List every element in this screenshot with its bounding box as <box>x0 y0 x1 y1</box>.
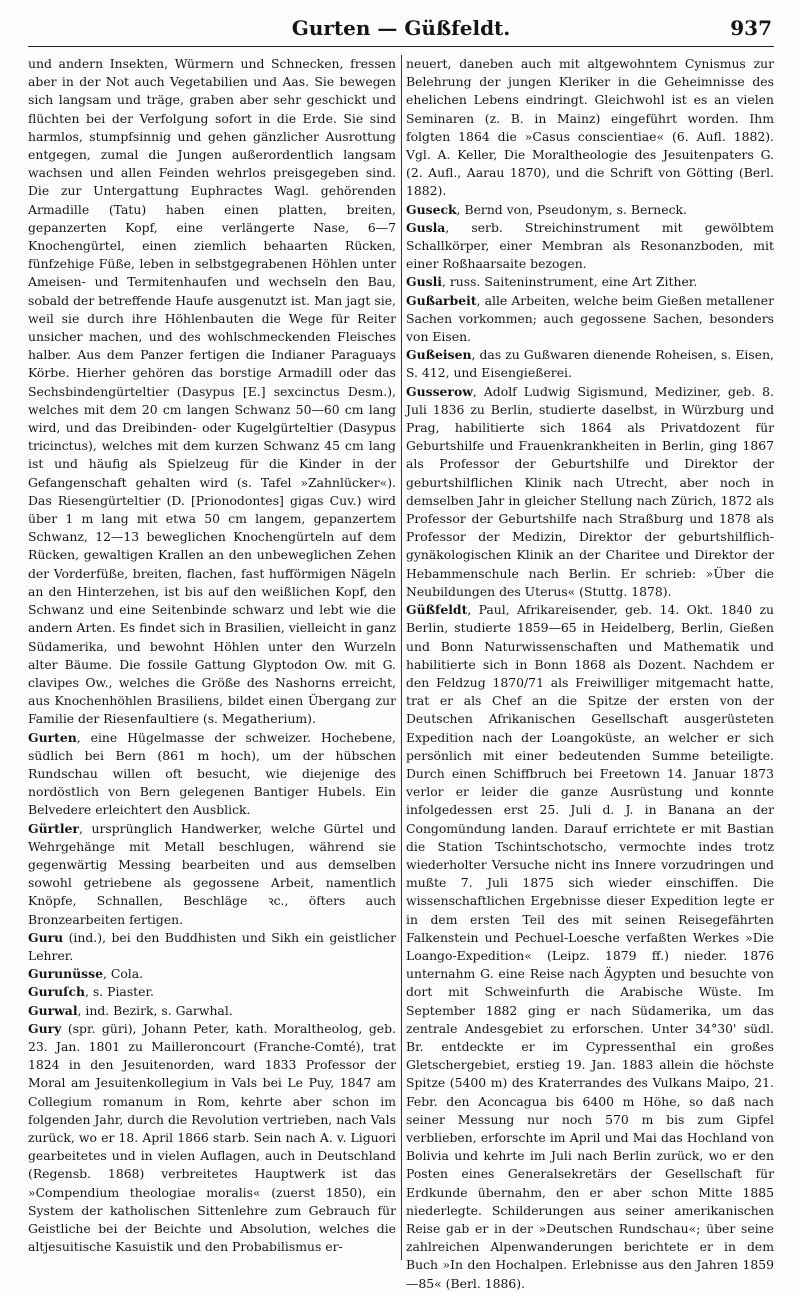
entry-headword: Gury <box>28 1020 62 1036</box>
dictionary-entry <box>28 983 396 1001</box>
entry-headword: Guru <box>28 929 64 945</box>
entry-text: , russ. Saiteninstrument, eine Art Zither. <box>441 274 698 290</box>
dictionary-entry <box>406 292 774 347</box>
dictionary-entry <box>28 820 396 929</box>
entry-text: (spr. güri), Johann Peter, kath. Moraltheolog, geb. 23. Jan. 1801 zu Mailleroncourt (Franche-Comté), trat 1824 in den Jesuitenorden, ward 1833 Professor der Moral am Jesuitenkollegium in Vals bei Le Puy, 1847 am Collegium romanum in Rom, kehrte aber schon im folgenden Jahr, durch die Revolution vertrieben, nach Vals zurück, wo er 18. April 1866 starb. Sein nach A. v. Liguori gearbeitetes und in vielen Auflagen, auch in Deutschland (Regensb. 1868) verbreitetes Hauptwerk ist das »Compendium theologiae moralis« (zuerst 1850), ein System der katholischen Sittenlehre zum Gebrauch für Geistliche bei der Beichte und Absolution, welches die altjesuitische Kasuistik und den Probabilismus er- <box>28 1020 396 1255</box>
entry-text: (ind.), bei den Buddhisten und Sikh ein geistlicher Lehrer. <box>28 929 396 963</box>
dictionary-entry <box>406 383 774 601</box>
dictionary-entry <box>28 965 396 983</box>
entry-headword: Güßfeldt <box>406 602 468 618</box>
dictionary-entry <box>406 219 774 274</box>
entry-headword: Gurwal <box>28 1002 78 1018</box>
entry-text: , ursprünglich Handwerker, welche Gürtel und Wehrgehänge mit Metall beschlugen, während sie gegenwärtig Messing bearbeiten und aus demselben sowohl getriebene als gegossene Arbeit, namentlich Knöpfe, Schnallen, Beschläge ꝛc., öfters auch Bronzearbeiten fertigen. <box>28 820 396 927</box>
entry-text: neuert, daneben auch mit altgewohntem Cynismus zur Belehrung der jungen Kleriker in die Geheimnisse des ehelichen Lebens eindringt. Gleichwohl ist es an vielen Seminaren (z. B. in Mainz) eingeführt worden. Ihm folgten 1864 die »Casus conscientiae« (6. Aufl. 1882). Vgl. A. Keller, Die Moraltheologie des Jesuitenpaters G. (2. Aufl., Aarau 1870), und die Schrift von Götting (Berl. 1882). <box>406 56 774 199</box>
entry-text: , eine Hügelmasse der schweizer. Hochebene, südlich bei Bern (861 m hoch), um der hübschen Rundschau willen oft besucht, wie diejenige des nordöstlich von Bern gelegenen Bantiger Hubels. Ein Belvedere erleichtert den Ausblick. <box>28 729 396 818</box>
right-column <box>406 55 774 1293</box>
dictionary-entry <box>28 729 396 820</box>
left-column <box>28 55 396 1293</box>
two-column-body <box>28 55 774 1293</box>
entry-text: , Bernd von, Pseudonym, s. Berneck. <box>456 201 687 217</box>
dictionary-entry <box>406 55 774 201</box>
entry-text: , Adolf Ludwig Sigismund, Mediziner, geb. 8. Juli 1836 zu Berlin, studierte daselbst, in Würzburg und Prag, habilitierte sich 1864 als Privatdozent für Geburtshilfe und Frauenkrankheiten in Berlin, ging 1867 als Professor der Geburtshilfe und Direktor der geburtshilflichen Klinik nach Utrecht, aber noch in demselben Jahr in gleicher Stellung nach Zürich, 1872 als Professor der Geburtshilfe nach Straßburg und 1878 als Professor der Medizin, Direktor der geburtshilflich-gynäkologischen Klinik an der Charitee und Direktor der Hebammenschule nach Berlin. Er schrieb: »Über die Neubildungen des Uterus« (Stuttg. 1878). <box>406 383 774 599</box>
column-divider <box>401 55 402 1260</box>
page-header <box>28 10 774 47</box>
page-number: 937 <box>730 16 772 40</box>
dictionary-entry <box>406 273 774 291</box>
entry-headword: Gürtler <box>28 820 79 836</box>
running-title: Gurten — Güßfeldt. <box>291 16 511 40</box>
entry-headword: Gußeisen <box>406 347 472 363</box>
entry-headword: Gurten <box>28 729 77 745</box>
dictionary-entry <box>28 929 396 965</box>
dictionary-entry <box>406 601 774 1293</box>
entry-headword: Gusli <box>406 274 442 290</box>
entry-text: , Paul, Afrikareisender, geb. 14. Okt. 1840 zu Berlin, studierte 1859—65 in Heidelberg, Berlin, Gießen und Bonn Naturwissenschaften und Mathematik und habilitierte sich in Bonn 1868 als Dozent. Nachdem er den Feldzug 1870/71 als Freiwilliger mitgemacht hatte, trat er als Chef an die Spitze der ersten von der Deutschen Afrikanischen Gesellschaft ausgerüsteten Expedition nach der Loangoküste, an welcher er sich persönlich mit einer bedeutenden Summe beteiligte. Durch einen Schiffbruch bei Freetown 14. Januar 1873 verlor er leider die ganze Ausrüstung und konnte infolgedessen erst 25. Juli d. J. in Banana an der Congomündung landen. Darauf errichtete er mit Bastian die Station Tschintschotscho, vermochte indes trotz wiederholter Versuche nicht ins Innere vorzudringen und mußte 7. Juli 1875 sich wieder einschiffen. Die wissenschaftlichen Ergebnisse dieser Expedition legte er in dem ersten Teil des mit seinen Reisegefährten Falkenstein und Pechuel-Loesche verfaßten Werkes »Die Loango-Expedition« (Leipz. 1879 ff.) nieder. 1876 unternahm G. eine Reise nach Ägypten und besuchte von dort mit Schweinfurth die Arabische Wüste. Im September 1882 ging er nach Südamerika, um das zentrale Andesgebiet zu erforschen. Unter 34°30' südl. Br. entdeckte er im Cypressenthal ein großes Gletschergebiet, erstieg 19. Jan. 1883 allein die höchste Spitze (5400 m) des Kraterrandes des Vulkans Maipo, 21. Febr. den Aconcagua bis 6400 m Höhe, so daß nach seiner Messung nur noch 570 m bis zum Gipfel verblieben, erforschte im April und Mai das Hochland von Bolivia und kehrte im Juli nach Berlin zurück, wo er den Posten eines Generalsekretärs der Gesellschaft für Erdkunde übernahm, den er aber schon Mitte 1885 niederlegte. Schilderungen aus seiner amerikanischen Reise gab er in der »Deutschen Rundschau«; über seine zahlreichen Alpenwanderungen berichtete er in dem Buch »In den Hochalpen. Erlebnisse aus den Jahren 1859—85« (Berl. 1886). <box>406 602 774 1291</box>
entry-text: , alle Arbeiten, welche beim Gießen metallener Sachen vorkommen; auch gegossene Sachen, besonders von Eisen. <box>406 292 774 345</box>
entry-headword: Gußarbeit <box>406 292 477 308</box>
dictionary-entry <box>406 201 774 219</box>
entry-text: , das zu Gußwaren dienende Roheisen, s. Eisen, S. 412, und Eisengießerei. <box>406 347 774 381</box>
dictionary-entry <box>28 1002 396 1020</box>
dictionary-entry <box>28 1020 396 1257</box>
entry-headword: Gusla <box>406 219 446 235</box>
entry-text: , serb. Streichinstrument mit gewölbtem Schallkörper, einer Membran als Resonanzboden, mit einer Roßhaarsaite bezogen. <box>406 219 774 272</box>
entry-text: und andern Insekten, Würmern und Schnecken, fressen aber in der Not auch Vegetabilien und Aas. Sie bewegen sich langsam und träge, graben aber sehr geschickt und flüchten bei der Verfolgung sofort in die Erde. Sie sind harmlos, stumpfsinnig und gehen gänzlicher Ausrottung entgegen, zumal die Jungen außerordentlich langsam wachsen und allen Feinden wehrlos preisgegeben sind. Die zur Untergattung Euphractes Wagl. gehörenden Armadille (Tatu) haben einen platten, breiten, gepanzerten Kopf, eine verlängerte Nase, 6—7 Knochengürtel, einen ziemlich behaarten Rücken, fünfzehige Füße, leben in selbstgegrabenen Höhlen unter Ameisen- und Termitenhaufen und wechseln den Bau, sobald der betreffende Haufe ausgenutzt ist. Man jagt sie, weil sie durch ihre Höhlenbauten die Wege für Reiter unsicher machen, und des wohlschmeckenden Fleisches halber. Aus dem Panzer fertigen die Indianer Paraguays Körbe. Hierher gehören das borstige Armadill oder das Sechsbindengürteltier (Dasypus [E.] sexcinctus Desm.), welches mit dem 20 cm langen Schwanz 50—60 cm lang wird, und das Dreibinden- oder Kugelgürteltier (Dasypus tricinctus), welches mit dem kurzen Schwanz 45 cm lang ist und häufig als Spielzeug für die Kinder in der Gefangenschaft gehalten wird (s. Tafel »Zahnlücker«). Das Riesengürteltier (D. [Prionodontes] gigas Cuv.) wird über 1 m lang mit etwa 50 cm langem, gepanzertem Schwanz, 12—13 beweglichen Knochengürteln auf dem Rücken, gewaltigen Krallen an den unbeweglichen Zehen der Vorderfüße, breiten, flachen, fast hufförmigen Nägeln an den Hinterzehen, ist bis auf den weißlichen Kopf, den Schwanz und eine Seitenbinde schwarz und lebt wie die andern Arten. Es findet sich in Brasilien, vielleicht in ganz Südamerika, und bewohnt Höhlen unter den Wurzeln alter Bäume. Die fossile Gattung Glyptodon Ow. mit G. clavipes Ow., welches die Größe des Nashorns erreicht, aus Knochenhöhlen Brasiliens, bildet einen Übergang zur Familie der Riesenfaultiere (s. Megatherium). <box>28 56 396 727</box>
entry-headword: Gurunüsse <box>28 966 103 982</box>
entry-text: , ind. Bezirk, s. Garwhal. <box>77 1002 233 1018</box>
entry-text: , s. Piaster. <box>85 984 154 1000</box>
dictionary-entry <box>406 346 774 382</box>
entry-headword: Guseck <box>406 201 457 217</box>
entry-headword: Guruſch <box>28 984 86 1000</box>
entry-text: , Cola. <box>102 966 144 982</box>
dictionary-entry <box>28 55 396 729</box>
entry-headword: Gusserow <box>406 383 473 399</box>
